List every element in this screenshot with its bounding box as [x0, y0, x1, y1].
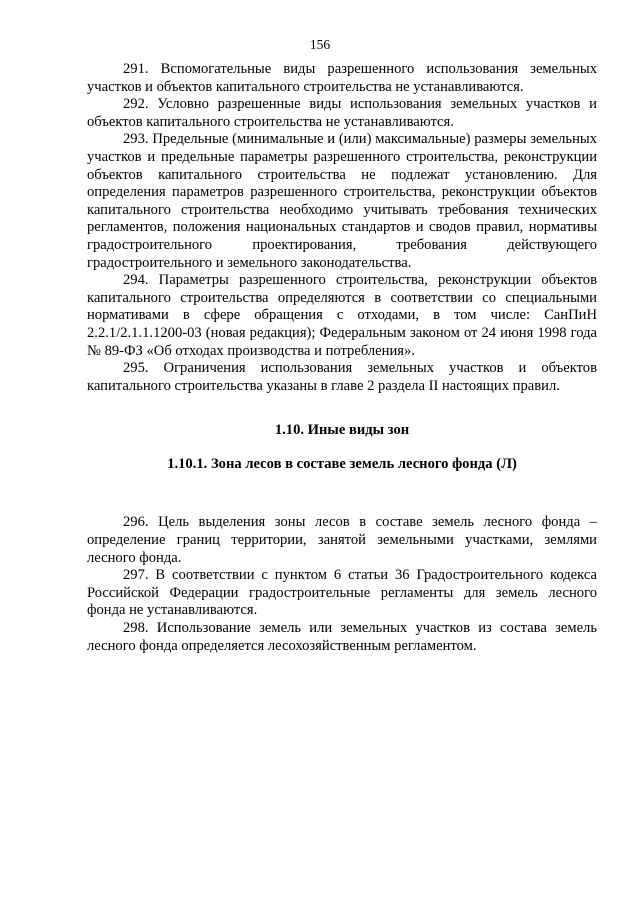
paragraph-293: 293. Предельные (минимальные и (или) максимальные) размеры земельных участков и предельные параметры разрешенного строительства, реконструкции объектов капитального строительства не подлежат установлению. Для определения параметров разрешенного строительства, реконструкции объектов капитального строительства необходимо учитывать требования технических регламентов, положения национальных стандартов и сводов правил, нормативы градостроительного проектирования, требования действующего градостроительного и земельного законодательства.	[87, 131, 597, 271]
spacer	[87, 473, 597, 514]
paragraph-296: 296. Цель выделения зоны лесов в составе земель лесного фонда – определение границ территории, занятой земельными участками, землями лесного фонда.	[87, 514, 597, 566]
paragraph-295: 295. Ограничения использования земельных участков и объектов капитального строительства указаны в главе 2 раздела II настоящих правил.	[87, 360, 597, 394]
spacer	[87, 395, 597, 422]
paragraph-291: 291. Вспомогательные виды разрешенного использования земельных участков и объектов капитального строительства не устанавливаются.	[87, 61, 597, 95]
subsection-heading: 1.10.1. Зона лесов в составе земель лесного фонда (Л)	[167, 455, 517, 472]
paragraph-297: 297. В соответствии с пунктом 6 статьи 36 Градостроительного кодекса Российской Федерации градостроительные регламенты для земель лесного фонда не устанавливаются.	[87, 567, 597, 619]
document-body	[87, 61, 597, 655]
paragraph-294: 294. Параметры разрешенного строительства, реконструкции объектов капитального строительства определяются в соответствии со специальными нормативами в сфере обращения с отходами, в том числе: СанПиН 2.2.1/2.1.1.1200-03 (новая редакция); Федеральным законом от 24 июня 1998 года № 89-ФЗ «Об отходах производства и потребления».	[87, 272, 597, 359]
spacer	[87, 440, 597, 456]
page-number: 156	[309, 37, 331, 52]
paragraph-292: 292. Условно разрешенные виды использования земельных участков и объектов капитального строительства не устанавливаются.	[87, 96, 597, 130]
section-heading: 1.10. Иные виды зон	[274, 422, 410, 439]
paragraph-298: 298. Использование земель или земельных участков из состава земель лесного фонда определяется лесохозяйственным регламентом.	[87, 620, 597, 654]
